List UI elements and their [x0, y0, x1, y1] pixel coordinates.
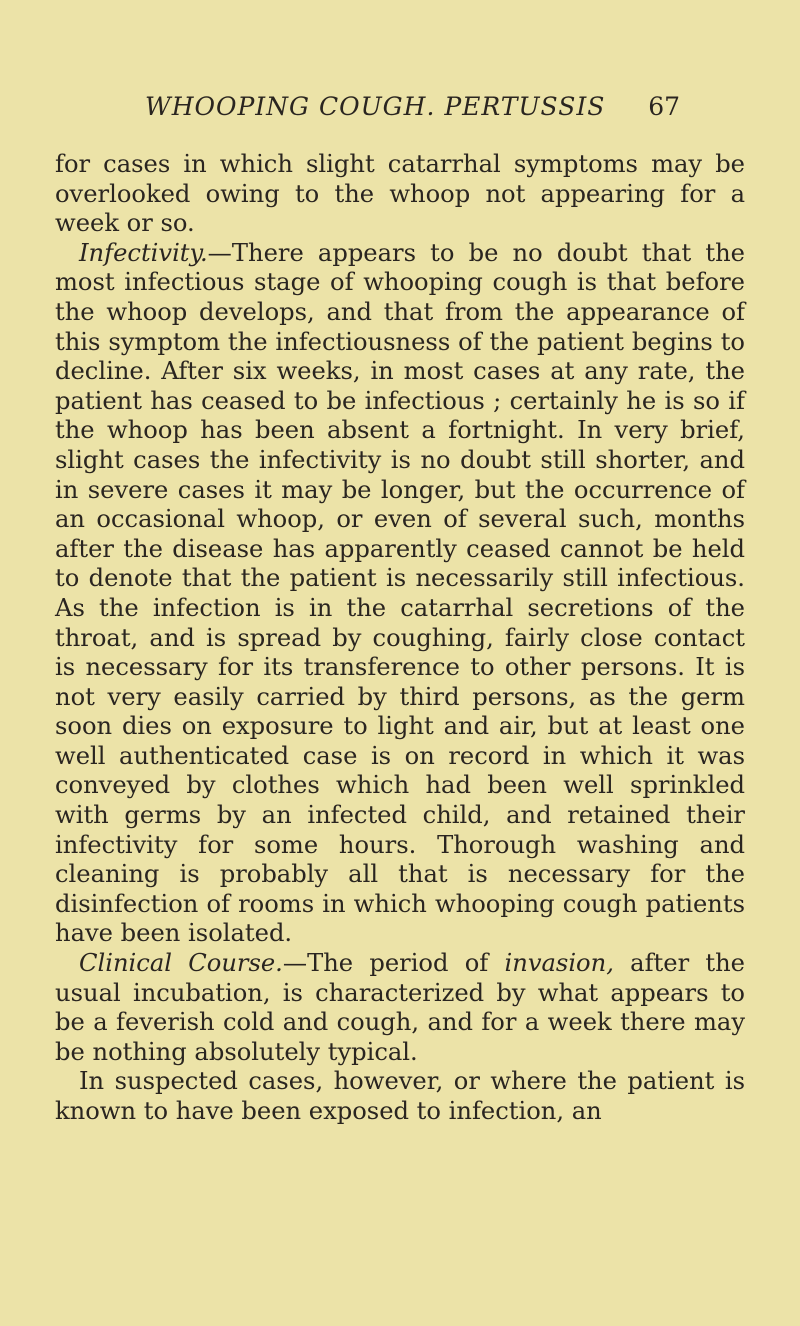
infectivity-text: —There appears to be no doubt that the most infectious stage of whooping cough is that before the whoop develops, and that from the appearance of this symptom the infectiousness of the patient begins to decline. After six weeks, in most cases at any rate, the patient has ceased to be infectious ; certainly he is so if the whoop has been absent a fortnight. In very brief, slight cases the infectivity is no doubt still shorter, and in severe cases it may be longer, but the occurrence of an occasional whoop, or even of several such, months after the disease has apparently ceased cannot be held to denote that the patient is necessarily still infectious. As the infection is in the catarrhal secretions of the throat, and is spread by coughing, fairly close contact is necessary for its transference to other persons. It is not very easily carried by third persons, as the germ soon dies on exposure to light and air, but at least one well authenticated case is on record in which it was conveyed by clothes which had been well sprinkled with germs by an infected child, and retained their infectivity for some hours. Thorough washing and cleaning is probably all that is necessary for the disinfection of rooms in which whooping cough patients have been isolated.: [55, 238, 745, 948]
paragraph-suspected-cases: In suspected cases, however, or where the patient is known to have been exposed to infection, an: [55, 1067, 745, 1125]
body-text: [55, 150, 745, 1127]
emphasis-invasion: invasion,: [504, 949, 614, 978]
section-heading-clinical-course: Clinical Course.: [79, 949, 283, 978]
paragraph-clinical-course: [55, 949, 745, 1067]
paragraph-continuation: for cases in which slight catarrhal symptoms may be overlooked owing to the whoop not appearing for a week or so.: [55, 150, 745, 238]
page-number: 67: [648, 92, 680, 121]
section-heading-infectivity: Infectivity.: [79, 238, 208, 267]
paragraph-infectivity: [55, 239, 745, 949]
running-head: [145, 92, 680, 128]
running-title: WHOOPING COUGH. PERTUSSIS: [145, 92, 606, 121]
clinical-course-text-b: after the usual incubation, is characterized by what appears to be a feverish cold and cough, and for a week there may be nothing absolutely typical.: [55, 949, 745, 1066]
clinical-course-text-a: —The period of: [282, 949, 505, 978]
